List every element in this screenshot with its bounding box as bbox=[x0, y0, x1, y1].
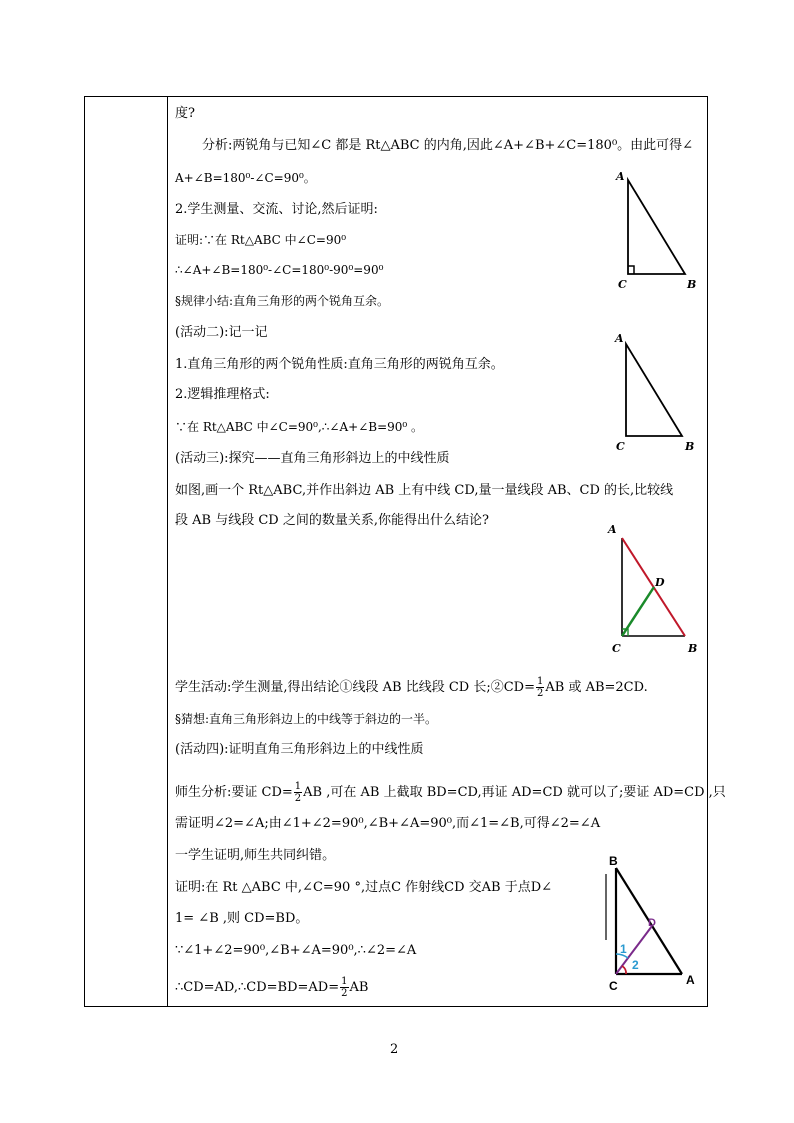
text-segment: 学生活动:学生测量,得出结论①线段 AB 比线段 CD 长;②CD= bbox=[175, 680, 535, 695]
vertex-label-b: B bbox=[685, 440, 695, 453]
text-segment: AB ,可在 AB 上截取 BD=CD,再证 AD=CD 就可以了;要证 AD=CD ,只 bbox=[303, 785, 726, 800]
page-number: 2 bbox=[390, 1042, 399, 1057]
activity-heading: (活动四):证明直角三角形斜边上的中线性质 bbox=[175, 742, 424, 757]
vertex-label-a: A bbox=[616, 170, 625, 183]
activity-heading: (活动三):探究——直角三角形斜边上的中线性质 bbox=[175, 451, 450, 466]
text-line: 2.逻辑推理格式: bbox=[175, 387, 270, 402]
right-triangle-proof-figure bbox=[602, 852, 702, 994]
summary-note: §规律小结:直角三角形的两个锐角互余。 bbox=[175, 294, 390, 308]
text-line: 度? bbox=[175, 106, 195, 121]
text-segment: ∴CD=AD,∴CD=BD=AD= bbox=[175, 980, 340, 995]
right-triangle-figure-1 bbox=[612, 166, 702, 294]
text-line: A+∠B=180⁰-∠C=90⁰。 bbox=[175, 171, 316, 185]
vertex-label-b: B bbox=[687, 278, 697, 291]
activity-heading: (活动二):记一记 bbox=[175, 325, 268, 340]
angle-label-1: 1 bbox=[620, 942, 627, 956]
vertex-label-a: A bbox=[608, 523, 617, 536]
right-angle-mark bbox=[628, 266, 634, 274]
text-line: 段 AB 与线段 CD 之间的数量关系,你能得出什么结论? bbox=[175, 513, 489, 528]
angle-label-2: 2 bbox=[632, 958, 639, 972]
student-activity bbox=[175, 676, 648, 699]
text-segment: AB bbox=[349, 980, 369, 995]
text-line: 需证明∠2=∠A;由∠1+∠2=90⁰,∠B+∠A=90⁰,而∠1=∠B,可得∠2=∠A bbox=[175, 816, 601, 831]
right-triangle-median-figure bbox=[604, 518, 704, 660]
vertex-label-d: D bbox=[655, 576, 665, 589]
triangle-abc bbox=[628, 180, 685, 274]
conjecture-note: §猜想:直角三角形斜边上的中线等于斜边的一半。 bbox=[175, 712, 438, 726]
proof-line: ∴∠A+∠B=180⁰-∠C=180⁰-90⁰=90⁰ bbox=[175, 263, 384, 277]
vertex-label-a: A bbox=[686, 973, 695, 987]
fraction: $\frac{1}{2}$ bbox=[294, 781, 302, 804]
proof-line: 证明:∵在 Rt△ABC 中∠C=90⁰ bbox=[175, 233, 347, 247]
proof-line: 证明:在 Rt △ABC 中,∠C=90 °,过点C 作射线CD 交AB 于点D∠ bbox=[175, 880, 553, 895]
vertex-label-d: D bbox=[648, 917, 656, 929]
proof-line: ∵在 Rt△ABC 中∠C=90⁰,∴∠A+∠B=90⁰ 。 bbox=[175, 420, 424, 434]
vertex-label-c: C bbox=[616, 440, 625, 453]
text-line: 1.直角三角形的两个锐角性质:直角三角形的两锐角互余。 bbox=[175, 357, 504, 372]
text-line: 一学生证明,师生共同纠错。 bbox=[175, 848, 336, 863]
table-column-divider bbox=[167, 96, 168, 1007]
fraction: $\frac{1}{2}$ bbox=[537, 676, 544, 699]
proof-conclusion bbox=[175, 976, 368, 999]
vertex-label-c: C bbox=[612, 642, 621, 655]
vertex-label-a: A bbox=[615, 332, 624, 345]
right-triangle-figure-2 bbox=[612, 330, 702, 458]
teacher-analysis bbox=[175, 781, 726, 804]
proof-line: ∵∠1+∠2=90⁰,∠B+∠A=90⁰,∴∠2=∠A bbox=[175, 943, 417, 958]
fraction: $\frac{1}{2}$ bbox=[341, 976, 348, 999]
step-heading: 2.学生测量、交流、讨论,然后证明: bbox=[175, 202, 378, 217]
text-segment: 师生分析:要证 CD= bbox=[175, 785, 293, 800]
vertex-label-c: C bbox=[618, 278, 627, 291]
vertex-label-b: B bbox=[688, 642, 698, 655]
vertex-label-c: C bbox=[609, 979, 618, 993]
text-segment: AB 或 AB=2CD. bbox=[545, 680, 648, 695]
proof-line: 1= ∠B ,则 CD=BD。 bbox=[175, 911, 309, 926]
vertex-label-b: B bbox=[609, 854, 618, 868]
text-line: 如图,画一个 Rt△ABC,并作出斜边 AB 上有中线 CD,量一量线段 AB、CD 的长,比较线 bbox=[175, 483, 674, 498]
angle-2-arc bbox=[622, 966, 626, 974]
triangle-abc bbox=[626, 344, 682, 436]
analysis-text: 分析:两锐角与已知∠C 都是 Rt△ABC 的内角,因此∠A+∠B+∠C=180⁰。由此可得∠ bbox=[202, 138, 694, 153]
